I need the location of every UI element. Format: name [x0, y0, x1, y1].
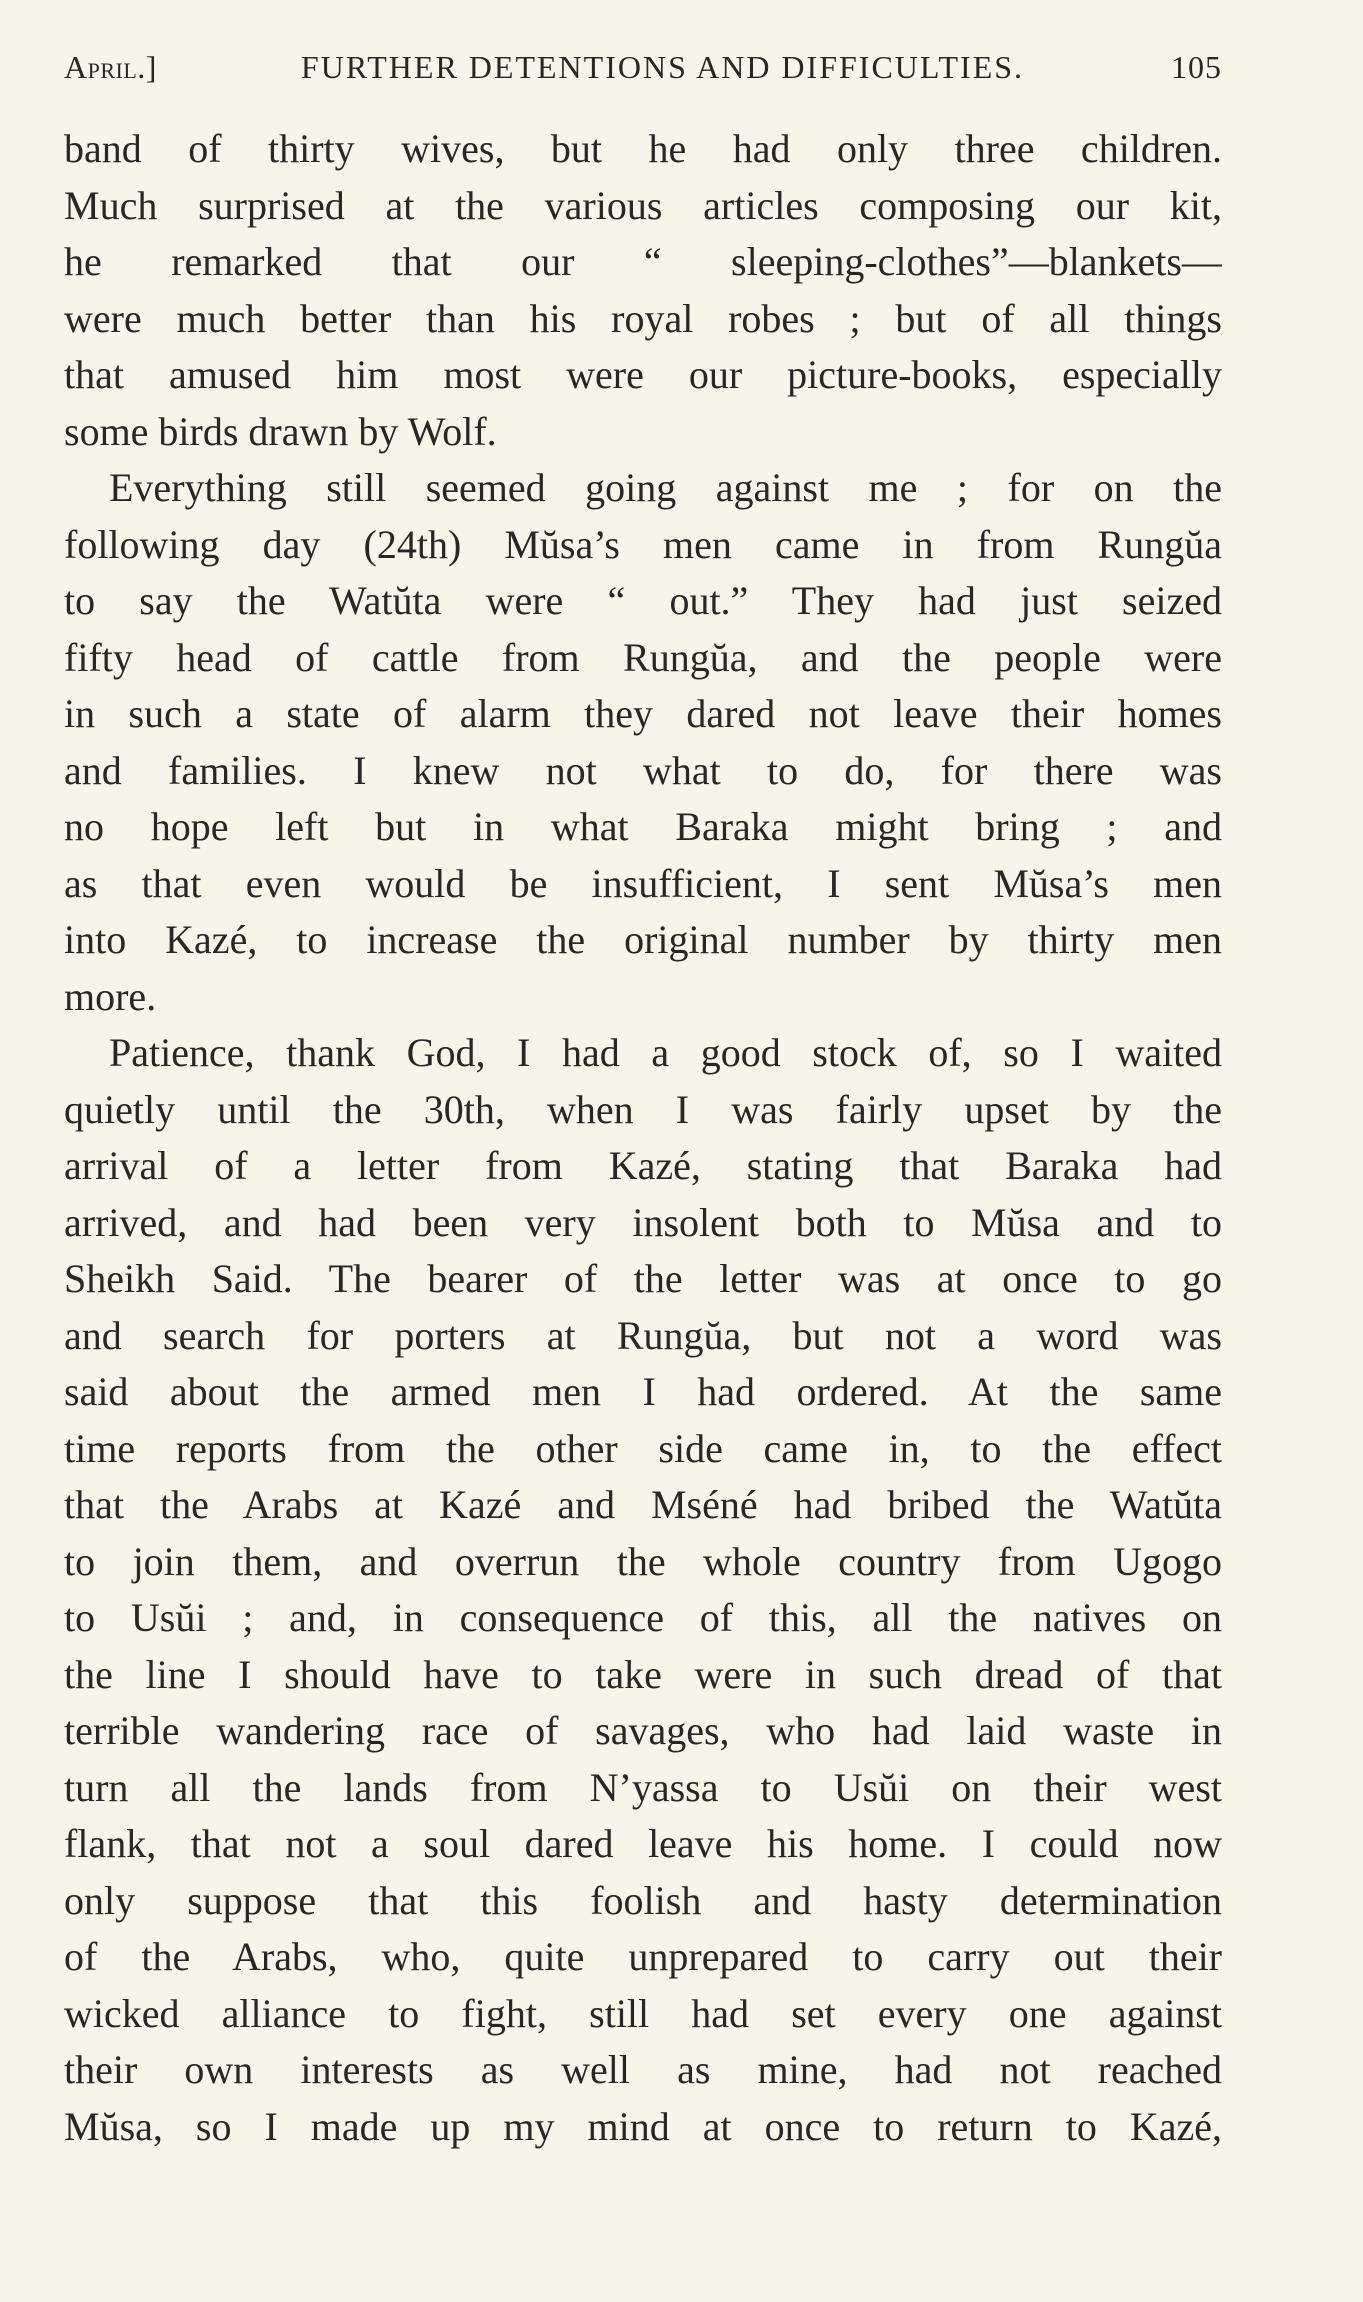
text-line: wicked alliance to fight, still had set every one against	[64, 1990, 1222, 2036]
running-head-month: April.]	[64, 49, 157, 85]
text-line: Sheikh Said. The bearer of the letter was at once to go	[64, 1256, 1222, 1301]
text-line: arrived, and had been very insolent both to Mŭsa and to	[64, 1199, 1222, 1245]
text-line: and families. I knew not what to do, for there was	[64, 747, 1222, 793]
text-line: quietly until the 30th, when I was fairly upset by the	[64, 1086, 1222, 1132]
text-line: more.	[64, 973, 157, 1019]
text-line: time reports from the other side came in, to the effect	[64, 1425, 1222, 1471]
text-line: some birds drawn by Wolf.	[64, 408, 497, 454]
text-line: were much better than his royal robes ; but of all things	[64, 295, 1222, 341]
text-line: Everything still seemed going against me ; for on the	[109, 465, 1222, 510]
running-head-title: FURTHER DETENTIONS AND DIFFICULTIES.	[300, 49, 1025, 85]
text-line: fifty head of cattle from Rungŭa, and the people were	[64, 634, 1222, 680]
text-line: that amused him most were our picture-books, especially	[64, 352, 1222, 397]
text-line: that the Arabs at Kazé and Mséné had bribed the Watŭta	[64, 1482, 1222, 1527]
text-line: Mŭsa, so I made up my mind at once to return to Kazé,	[64, 2103, 1222, 2149]
text-line: he remarked that our “ sleeping-clothes”—blankets—	[64, 239, 1222, 284]
text-line: their own interests as well as mine, had not reached	[64, 2047, 1222, 2092]
text-line: no hope left but in what Baraka might bring ; and	[64, 804, 1222, 849]
page-number: 105	[1171, 49, 1222, 85]
text-line: terrible wandering race of savages, who had laid waste in	[64, 1708, 1222, 1753]
text-line: and search for porters at Rungŭa, but not a word was	[64, 1312, 1222, 1358]
text-line: into Kazé, to increase the original number by thirty men	[64, 917, 1222, 962]
text-line: said about the armed men I had ordered. At the same	[64, 1369, 1222, 1414]
text-line: Much surprised at the various articles composing our kit,	[64, 182, 1222, 228]
text-line: band of thirty wives, but he had only three children.	[64, 126, 1222, 171]
text-line: in such a state of alarm they dared not leave their homes	[64, 691, 1222, 736]
text-line: Patience, thank God, I had a good stock of, so I waited	[109, 1030, 1222, 1075]
running-head	[64, 42, 1222, 92]
text-line: to join them, and overrun the whole country from Ugogo	[64, 1538, 1222, 1584]
text-line: following day (24th) Mŭsa’s men came in from Rungŭa	[64, 521, 1222, 567]
text-line: turn all the lands from N’yassa to Usŭi on their west	[64, 1764, 1222, 1810]
text-line: of the Arabs, who, quite unprepared to carry out their	[64, 1934, 1222, 1979]
text-line: as that even would be insufficient, I sent Mŭsa’s men	[64, 860, 1222, 906]
text-line: the line I should have to take were in such dread of that	[64, 1651, 1222, 1697]
text-line: arrival of a letter from Kazé, stating that Baraka had	[64, 1143, 1222, 1188]
text-line: to say the Watŭta were “ out.” They had just seized	[64, 578, 1222, 623]
text-line: to Usŭi ; and, in consequence of this, all the natives on	[64, 1595, 1222, 1640]
text-line: only suppose that this foolish and hasty determination	[64, 1877, 1222, 1923]
body-text	[64, 121, 1222, 2155]
text-line: flank, that not a soul dared leave his home. I could now	[64, 1821, 1222, 1866]
